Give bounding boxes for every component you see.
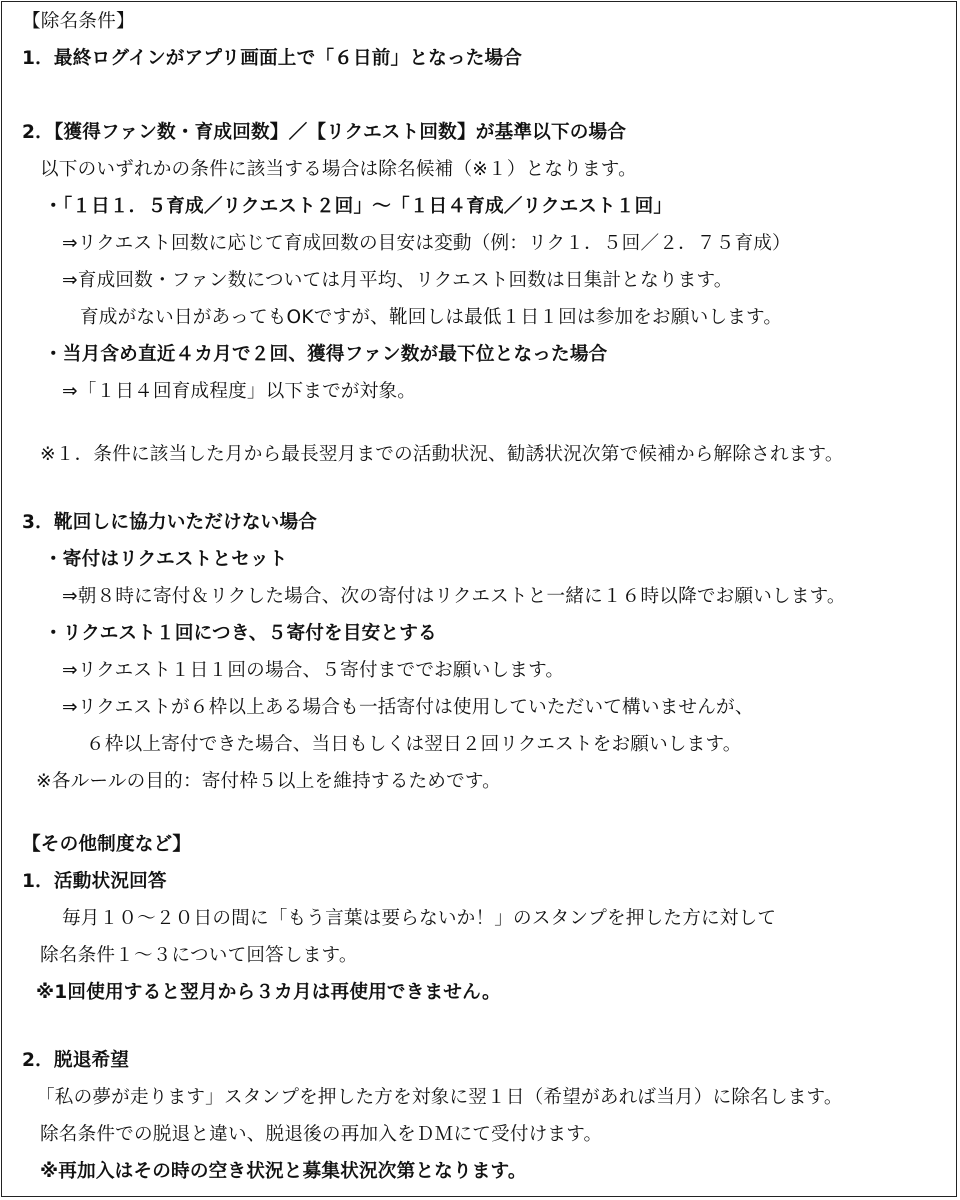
withdrawal-text-2: 除名条件での脱退と違い、脱退後の再加入をＤＭにて受付けます。 (40, 1124, 603, 1145)
condition-3-bullet-2-note-2: ⇒リクエストが６枠以上ある場合も一括寄付は使用していただいて構いませんが、 (62, 697, 754, 718)
condition-2-heading: 2．【獲得ファン数・育成回数】／【リクエスト回数】が基準以下の場合 (22, 122, 627, 143)
condition-3-bullet-2-note-1: ⇒リクエスト１日１回の場合、５寄付まででお願いします。 (62, 660, 565, 681)
condition-2-intro: 以下のいずれかの条件に該当する場合は除名候補（※１）となります。 (40, 159, 637, 180)
condition-2-bullet-2-note-1: ⇒「１日４回育成程度」以下までが対象。 (62, 381, 417, 402)
activity-status-note: ※1回使用すると翌月から３カ月は再使用できません。 (36, 982, 501, 1003)
withdrawal-heading: 2．脱退希望 (22, 1050, 130, 1071)
condition-2-bullet-1: ・「１日１．５育成／リクエスト２回」〜「１日４育成／リクエスト１回」 (44, 196, 673, 217)
section-heading-other-systems: 【その他制度など】 (22, 834, 192, 855)
condition-1-last-login: 1．最終ログインがアプリ画面上で「６日前」となった場合 (22, 48, 523, 69)
withdrawal-note: ※再加入はその時の空き状況と募集状況次第となります。 (40, 1161, 527, 1182)
activity-status-text-1: 毎月１０〜２０日の間に「もう言葉は要らないか！」のスタンプを押した方に対して (62, 908, 777, 929)
condition-2-footnote: ※１．条件に該当した月から最長翌月までの活動状況、勧誘状況次第で候補から解除されます。 (40, 444, 844, 465)
condition-2-bullet-1-note-2: ⇒育成回数・ファン数については月平均、リクエスト回数は日集計となります。 (62, 270, 733, 291)
condition-3-bullet-1: ・寄付はリクエストとセット (44, 549, 288, 570)
condition-2-bullet-2: ・当月含め直近４カ月で２回、獲得ファン数が最下位となった場合 (44, 344, 608, 365)
withdrawal-text-1: 「私の夢が走ります」スタンプを押した方を対象に翌１日（希望があれば当月）に除名します。 (36, 1087, 843, 1108)
condition-3-heading: 3．靴回しに協力いただけない場合 (22, 512, 318, 533)
activity-status-text-2: 除名条件１〜３について回答します。 (40, 945, 358, 966)
condition-3-bullet-2-note-3: ６枠以上寄付できた場合、当日もしくは翌日２回リクエストをお願いします。 (86, 734, 742, 755)
activity-status-heading: 1．活動状況回答 (22, 871, 167, 892)
condition-3-purpose: ※各ルールの目的：寄付枠５以上を維持するためです。 (36, 771, 501, 792)
condition-2-bullet-1-note-3: 育成がない日があってもOKですが、靴回しは最低１日１回は参加をお願いします。 (80, 307, 783, 328)
condition-3-bullet-2: ・リクエスト１回につき、５寄付を目安とする (44, 623, 437, 644)
section-heading-removal-conditions: 【除名条件】 (22, 11, 135, 32)
condition-2-bullet-1-note-1: ⇒リクエスト回数に応じて育成回数の目安は変動（例：リク１．５回／２．７５育成） (62, 233, 791, 254)
condition-3-bullet-1-note-1: ⇒朝８時に寄付＆リクした場合、次の寄付はリクエストと一緒に１６時以降でお願いします。 (62, 586, 846, 607)
